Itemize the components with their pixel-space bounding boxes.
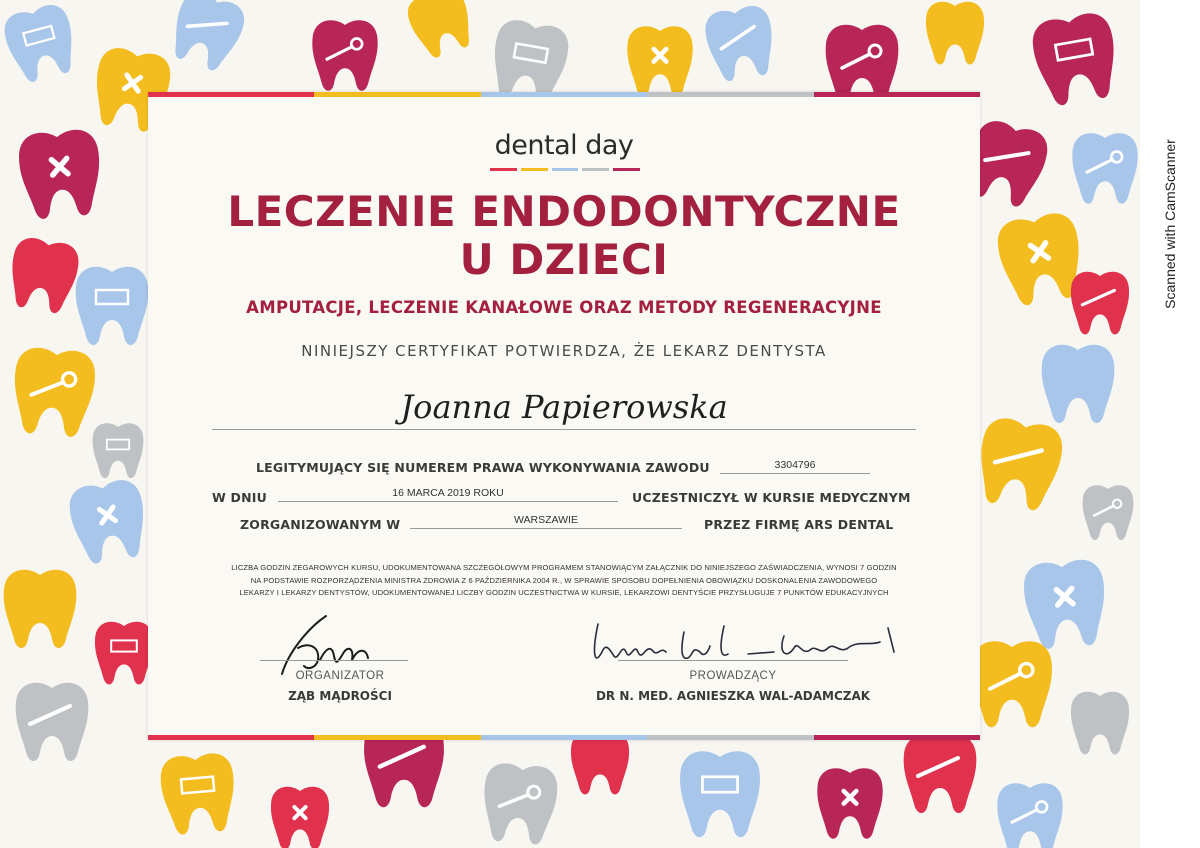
color-stripe-bottom	[148, 735, 980, 740]
legal-notice-line-1: LICZBA GODZIN ZEGAROWYCH KURSU, UDOKUMENTOWANA SZCZEGÓŁOWYM PROGRAMEM STANOWIĄCYM ZAŁĄCZNIK DO NINIEJSZEGO ZAŚWIADCZENIA, WYNOSI 7 GODZIN	[231, 563, 897, 572]
tooth-tooth-with-forceps-icon	[1071, 692, 1129, 755]
tooth-tooth-with-cross-icon	[817, 768, 882, 838]
license-label: LEGITYMUJĄCY SIĘ NUMEREM PRAWA WYKONYWANIA ZAWODU	[256, 460, 710, 475]
tooth-tooth-with-braces-icon	[95, 622, 153, 685]
organized-in-label: ZORGANIZOWANYM W	[240, 517, 401, 532]
tooth-tooth-with-mirror-icon	[312, 20, 377, 90]
course-city: WARSZAWIE	[410, 513, 682, 529]
camscanner-watermark-text: Scanned with CamScanner	[1162, 139, 1178, 309]
course-date: 16 MARCA 2019 ROKU	[278, 486, 618, 502]
tooth-tooth-with-cross-icon	[66, 477, 151, 567]
tooth-tooth-with-forceps-icon	[926, 2, 984, 65]
tooth-tooth-with-cross-icon	[627, 26, 692, 96]
name-underline	[212, 429, 916, 430]
course-title-line-2: U DZIECI	[459, 235, 669, 284]
tooth-tooth-with-mirror-icon	[997, 783, 1062, 848]
certificate-card	[148, 92, 980, 740]
lecturer-signature-line	[618, 660, 848, 661]
confirmation-statement: NINIEJSZY CERTYFIKAT POTWIERDZA, ŻE LEKARZ DENTYSTA	[301, 342, 827, 360]
dental-day-logo: dental day	[494, 130, 634, 161]
legal-notice-line-3: LEKARZY I LEKARZY DENTYSTÓW, UDOKUMENTOWANEJ LICZBY GODZIN UCZESTNICTWA W KURSIE, LEKARZOWI DENTYŚCIE PRZYSŁUGUJE 7 PUNKTÓW EDUKACYJNYCH	[239, 588, 889, 597]
tooth-tooth-with-mirror-icon	[972, 641, 1052, 727]
course-subtitle: AMPUTACJE, LECZENIE KANAŁOWE ORAZ METODY REGENERACYJNE	[246, 298, 882, 317]
tooth-tooth-with-mirror-icon	[480, 762, 559, 846]
legal-notice-line-2: NA PODSTAWIE ROZPORZĄDZENIA MINISTRA ZDROWIA Z 6 PAŹDZIERNIKA 2004 R., W SPRAWIE SPOSOBU DOPEŁNIENIA OBOWIĄZKU DOSKONALENIA ZAWODOWEGO	[250, 575, 878, 585]
tooth-tooth-with-braces-icon	[0, 1, 81, 86]
tooth-tooth-with-toothbrush-icon	[164, 0, 250, 76]
lecturer-name: DR N. MED. AGNIESZKA WAL-ADAMCZAK	[595, 689, 871, 703]
tooth-tooth-with-braces-icon	[1029, 10, 1123, 109]
lecturer-role: PROWADZĄCY	[689, 670, 777, 682]
tooth-tooth-with-forceps-icon	[4, 570, 77, 648]
license-number: 3304796	[720, 458, 870, 474]
tooth-tooth-with-cross-icon	[17, 128, 104, 221]
tooth-tooth-with-forceps-icon	[5, 235, 82, 316]
tooth-tooth-with-cross-icon	[271, 787, 329, 848]
color-stripe-top	[148, 92, 980, 97]
tooth-tooth-with-mirror-icon	[10, 346, 97, 439]
tooth-tooth-with-forceps-icon	[403, 0, 479, 62]
course-title-line-1: LECZENIE ENDODONTYCZNE	[227, 187, 901, 236]
organizer-signature-line	[260, 660, 408, 661]
recipient-name: Joanna Papierowska	[400, 388, 728, 426]
date-label: W DNIU	[212, 490, 267, 505]
organizer-name: ZĄB MĄDROŚCI	[288, 689, 392, 703]
tooth-tooth-with-mirror-icon	[1083, 485, 1134, 540]
tooth-tooth-with-forceps-icon	[571, 732, 629, 795]
tooth-tooth-with-braces-icon	[680, 751, 760, 837]
tooth-tooth-with-toothbrush-icon	[702, 3, 779, 84]
tooth-tooth-with-toothbrush-icon	[16, 683, 89, 761]
tooth-tooth-with-mirror-icon	[1072, 133, 1137, 203]
legal-notice	[188, 562, 940, 600]
tooth-tooth-with-cross-icon	[1022, 558, 1109, 651]
tooth-tooth-with-braces-icon	[93, 423, 144, 478]
tooth-tooth-with-toothbrush-icon	[1071, 272, 1129, 335]
logo-color-bar	[490, 168, 640, 171]
tooth-tooth-with-toothbrush-icon	[904, 735, 977, 813]
tooth-tooth-with-forceps-icon	[1042, 345, 1115, 423]
tooth-tooth-with-toothbrush-icon	[972, 415, 1066, 514]
company-label: PRZEZ FIRMĘ ARS DENTAL	[704, 517, 894, 532]
organizer-role: ORGANIZATOR	[295, 670, 385, 682]
participated-label: UCZESTNICZYŁ W KURSIE MEDYCZNYM	[632, 490, 911, 505]
tooth-tooth-with-braces-icon	[76, 267, 149, 345]
tooth-tooth-with-braces-icon	[159, 752, 238, 836]
